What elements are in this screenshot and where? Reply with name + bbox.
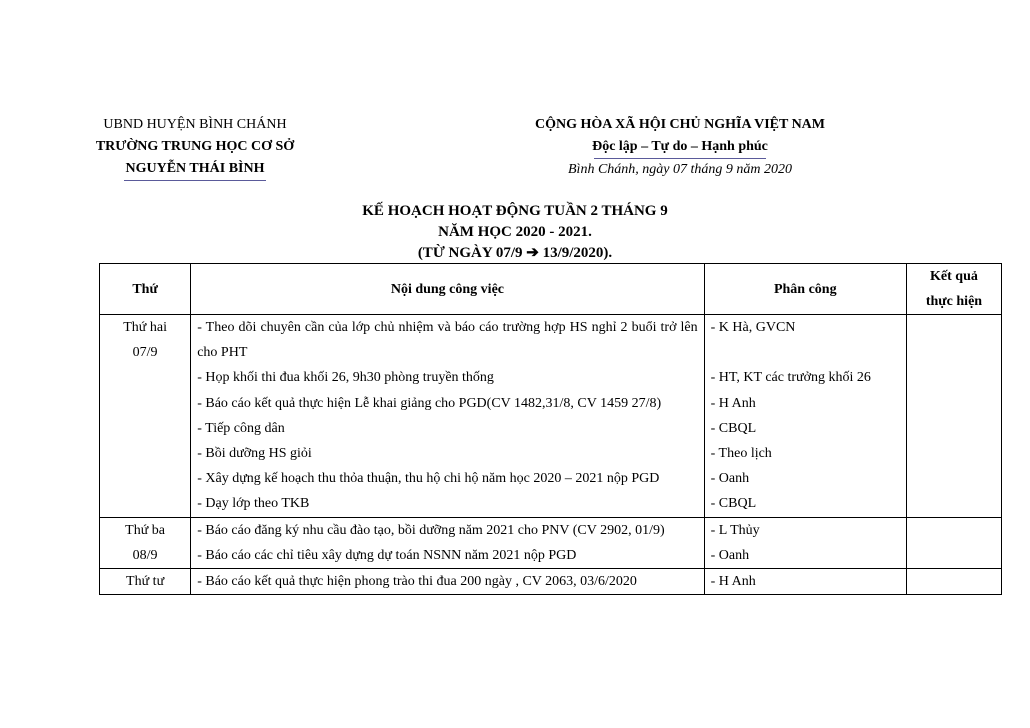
district-name: UBND HUYỆN BÌNH CHÁNH xyxy=(103,117,287,132)
day-name: Thứ ba xyxy=(125,522,166,538)
national-motto: Độc lập – Tự do – Hạnh phúc xyxy=(592,139,768,154)
assignee-item: - L Thủy xyxy=(710,522,760,538)
result-cell xyxy=(906,569,1001,595)
task-item: - Xây dựng kế hoạch thu thỏa thuận, thu hộ chi hộ năm học 2020 – 2021 nộp PGD xyxy=(197,471,660,487)
title-line-2: NĂM HỌC 2020 - 2021. xyxy=(438,224,592,240)
table-row xyxy=(100,315,1002,518)
issuing-authority-block xyxy=(80,114,310,181)
task-item: - Bồi dưỡng HS giỏi xyxy=(197,446,312,461)
task-item: - Tiếp công dân xyxy=(197,420,285,436)
assignee-item: - H Anh xyxy=(710,395,756,411)
weekly-plan-table xyxy=(99,263,1002,595)
assignees-cell xyxy=(704,569,906,595)
tasks-cell xyxy=(191,517,704,568)
day-cell xyxy=(100,517,191,568)
country-name: CỘNG HÒA XÃ HỘI CHỦ NGHĨA VIỆT NAM xyxy=(534,117,825,132)
task-item: - Báo cáo các chỉ tiêu xây dựng dự toán NSNN năm 2021 nộp PGD xyxy=(197,547,577,563)
header-result-line-2: thực hiện xyxy=(925,294,983,309)
document-date: Bình Chánh, ngày 07 tháng 9 năm 2020 xyxy=(568,162,792,177)
assignees-cell xyxy=(704,517,906,568)
task-item: - Dạy lớp theo TKB xyxy=(197,496,310,512)
header-content: Nội dung công việc xyxy=(191,264,704,315)
task-item: - Báo cáo kết quả thực hiện phong trào thi đua 200 ngày , CV 2063, 03/6/2020 xyxy=(197,574,637,590)
day-name: Thứ tư xyxy=(126,574,165,590)
assignee-item: - CBQL xyxy=(710,496,757,512)
title-line-3: (TỪ NGÀY 07/9 ➔ 13/9/2020). xyxy=(417,245,613,261)
task-item: - Báo cáo đăng ký nhu cầu đào tạo, bồi dưỡng năm 2021 cho PNV (CV 2902, 01/9) xyxy=(197,522,665,538)
assignee-item: - HT, KT các trưởng khối 26 xyxy=(710,370,871,386)
task-item: - Họp khối thi đua khối 26, 9h30 phòng truyền thống xyxy=(197,370,494,386)
national-header-block xyxy=(480,114,880,181)
result-cell xyxy=(906,315,1001,518)
day-date: 08/9 xyxy=(132,547,158,563)
task-item: - Theo dõi chuyên cần của lớp chủ nhiệm và báo cáo trường hợp HS nghỉ 2 buổi trở lên cho PHT xyxy=(197,320,698,361)
assignee-item: - K Hà, GVCN xyxy=(710,320,796,335)
day-cell xyxy=(100,569,191,595)
header-day: Thứ xyxy=(100,264,191,315)
table-header-row xyxy=(100,264,1002,315)
day-name: Thứ hai xyxy=(123,320,167,335)
tasks-cell xyxy=(191,569,704,595)
document-title xyxy=(0,201,1030,264)
task-item: - Báo cáo kết quả thực hiện Lễ khai giảng cho PGD(CV 1482,31/8, CV 1459 27/8) xyxy=(197,395,662,411)
assignee-item: - Theo lịch xyxy=(710,446,772,461)
header-result xyxy=(906,264,1001,315)
assignees-cell xyxy=(704,315,906,518)
assignee-item: - CBQL xyxy=(710,420,757,436)
table-row xyxy=(100,569,1002,595)
tasks-cell xyxy=(191,315,704,518)
assignee-item: - Oanh xyxy=(710,547,750,563)
school-name: NGUYỄN THÁI BÌNH xyxy=(125,161,265,176)
assignee-item: - Oanh xyxy=(710,471,750,487)
school-type: TRƯỜNG TRUNG HỌC CƠ SỞ xyxy=(95,139,295,154)
assignee-item: - H Anh xyxy=(710,574,756,590)
header-assign: Phân công xyxy=(704,264,906,315)
table-row xyxy=(100,517,1002,568)
day-cell xyxy=(100,315,191,518)
day-date: 07/9 xyxy=(132,345,158,361)
header-result-line-1: Kết quả xyxy=(930,269,978,284)
result-cell xyxy=(906,517,1001,568)
title-line-1: KẾ HOẠCH HOẠT ĐỘNG TUẦN 2 THÁNG 9 xyxy=(362,203,668,219)
school-name-underline xyxy=(124,180,266,181)
